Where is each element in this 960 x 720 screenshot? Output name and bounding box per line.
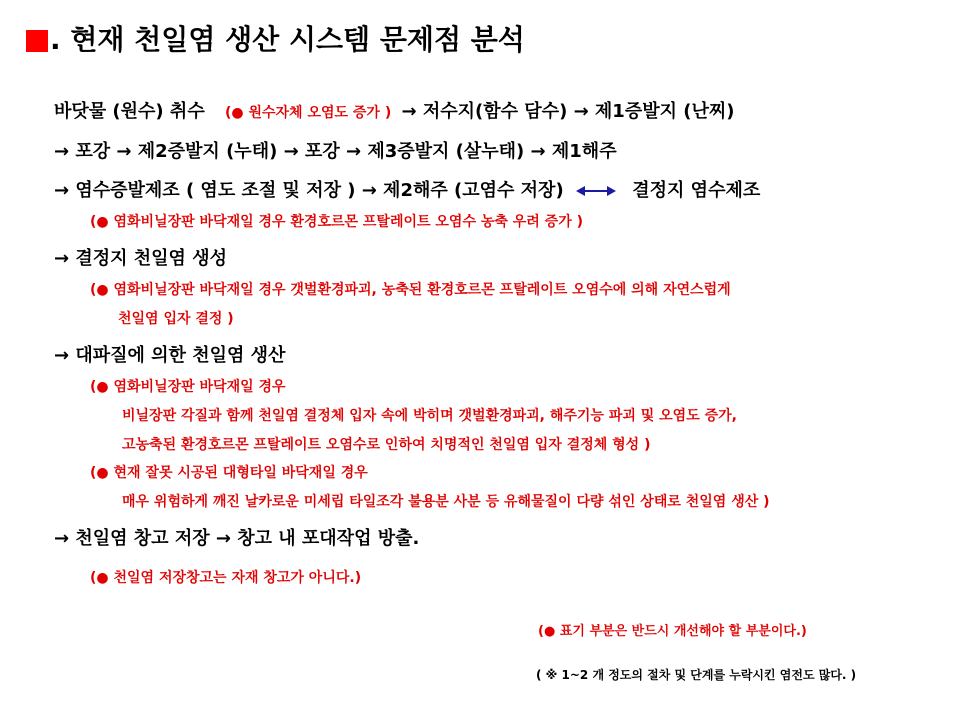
legend-note: (● 표기 부분은 반드시 개선해야 할 부분이다.) [538,624,807,639]
warning-tile: (● 현재 잘못 시공된 대형타일 바닥재일 경우 [90,465,368,481]
step-line-1 [54,97,735,123]
slide-title [26,16,525,60]
footnote: ( ※ 1~2 개 정도의 절차 및 단계를 누락시킨 염전도 많다. ) [536,668,857,682]
warning-pvc-3-detail-1: 비닐장판 각질과 함께 천일염 결정체 입자 속에 박히며 갯벌환경파괴, 해주기능 파괴 및 오염도 증가, [122,408,737,424]
title-text: . 현재 천일염 생산 시스템 문제점 분석 [50,23,525,56]
warning-storage: (● 천일염 저장창고는 자재 창고가 아니다.) [90,570,362,586]
step-line-5: → 대파질에 의한 천일염 생산 [54,345,286,366]
step-line-2: → 포강 → 제2증발지 (누태) → 포강 → 제3증발지 (살누태) → 제1해주 [54,141,617,162]
bullet-icon: ● [543,624,556,639]
warning-pvc-2-cont: 천일염 입자 결정 ) [118,311,234,327]
bullet-icon: ● [96,570,109,586]
warning-pvc-1: (● 염화비닐장판 바닥재일 경우 환경호르몬 프탈레이트 오염수 농축 우려 증가 ) [90,214,584,230]
warning-pvc-3-detail-2: 고농축된 환경호르몬 프탈레이트 오염수로 인하여 치명적인 천일염 입자 결정체 형성 ) [122,437,651,453]
step-3-main: → 염수증발제조 ( 염도 조절 및 저장 ) → 제2해주 (고염수 저장) [54,180,564,201]
step-1-warning: (● 원수자체 오염도 증가 ) [224,105,392,121]
bullet-icon: ● [96,379,109,395]
bullet-icon: ● [96,465,109,481]
bullet-icon: ● [231,105,244,121]
warning-tile-detail: 매우 위험하게 깨진 날카로운 미세립 타일조각 불용분 사분 등 유해물질이 다량 섞인 상태로 천일염 생산 ) [122,494,770,510]
step-line-3 [54,176,760,202]
warning-pvc-2: (● 염화비닐장판 바닥재일 경우 갯벌환경파괴, 농축된 환경호르몬 프탈레이트 오염수에 의해 자연스럽게 [90,282,731,298]
double-arrow-icon [576,184,616,198]
step-3-tail: 결정지 염수제조 [632,180,761,201]
bullet-icon: ● [96,282,109,298]
warning-pvc-3: (● 염화비닐장판 바닥재일 경우 [90,379,286,395]
step-1-tail: → 저수지(함수 담수) → 제1증발지 (난찌) [401,101,735,122]
step-1-main: 바닷물 (원수) 취수 [54,101,205,122]
step-line-4: → 결정지 천일염 생성 [54,248,227,269]
title-marker-square [26,30,48,52]
step-line-6: → 천일염 창고 저장 → 창고 내 포대작업 방출. [54,528,420,549]
bullet-icon: ● [96,214,109,230]
